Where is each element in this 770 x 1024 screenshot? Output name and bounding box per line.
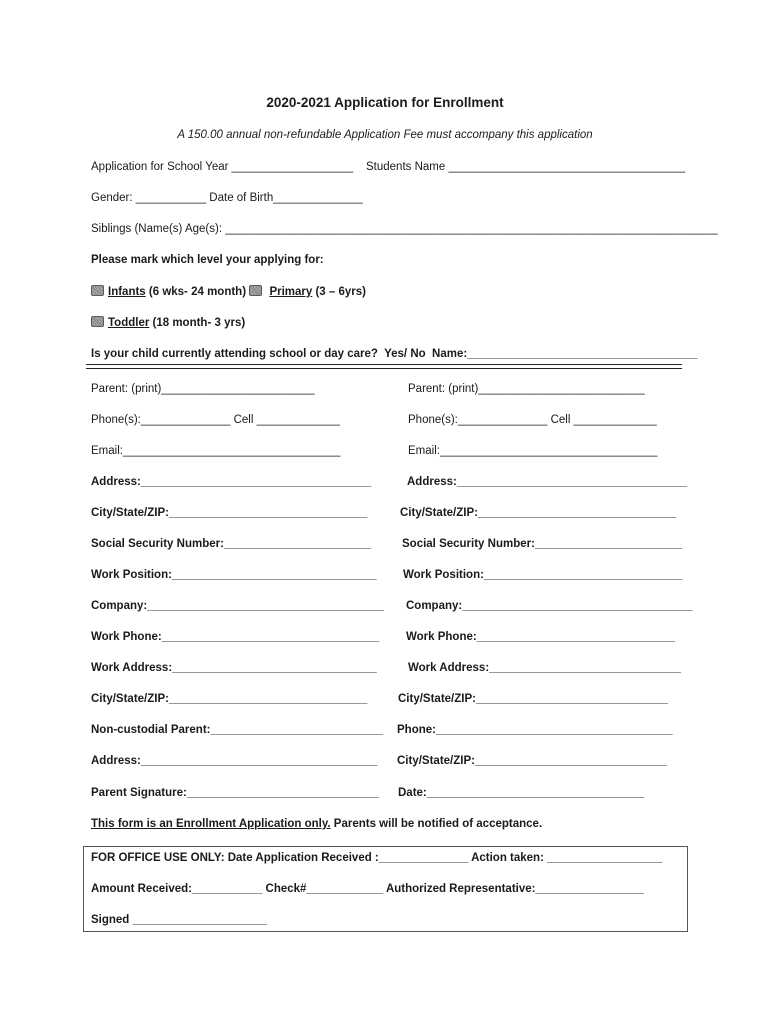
school-year-field[interactable]: Application for School Year ___________________ bbox=[91, 161, 354, 173]
fee-note: A 150.00 annual non-refundable Application Fee must accompany this application bbox=[177, 129, 593, 141]
left-company-field[interactable]: Company:_____________________________________ bbox=[91, 600, 384, 612]
left-work-position-field[interactable]: Work Position:________________________________ bbox=[91, 569, 377, 581]
left-work-phone-field[interactable]: Work Phone:__________________________________ bbox=[91, 631, 380, 643]
noncustodial-phone-field[interactable]: Phone:_____________________________________ bbox=[397, 724, 673, 736]
right-email-field[interactable]: Email:__________________________________ bbox=[408, 445, 658, 457]
section-divider bbox=[86, 364, 682, 369]
notice-rest: Parents will be notified of acceptance. bbox=[330, 818, 543, 830]
left-city-field[interactable]: City/State/ZIP:_______________________________ bbox=[91, 507, 368, 519]
left-work-address-field[interactable]: Work Address:________________________________ bbox=[91, 662, 377, 674]
toddler-checkbox[interactable] bbox=[91, 316, 104, 327]
students-name-field[interactable]: Students Name _____________________________________ bbox=[366, 161, 686, 173]
noncustodial-parent-field[interactable]: Non-custodial Parent:___________________________ bbox=[91, 724, 384, 736]
right-work-position-field[interactable]: Work Position:_______________________________ bbox=[403, 569, 683, 581]
left-ssn-field[interactable]: Social Security Number:_______________________ bbox=[91, 538, 372, 550]
date-field[interactable]: Date:__________________________________ bbox=[398, 787, 645, 799]
noncustodial-address-field[interactable]: Address:_____________________________________ bbox=[91, 755, 378, 767]
office-line-amount[interactable]: Amount Received:___________ Check#____________ Authorized Representative:_________________ bbox=[91, 883, 645, 895]
left-parent-field[interactable]: Parent: (print)________________________ bbox=[91, 383, 315, 395]
office-line-signed[interactable]: Signed _____________________ bbox=[91, 914, 267, 926]
siblings-field[interactable]: Siblings (Name(s) Age(s): _____________________________________________________________________________ bbox=[91, 223, 718, 235]
right-work-city-field[interactable]: City/State/ZIP:______________________________ bbox=[398, 693, 668, 705]
left-email-field[interactable]: Email:__________________________________ bbox=[91, 445, 341, 457]
level-row-toddler bbox=[91, 316, 245, 330]
infants-checkbox[interactable] bbox=[91, 285, 104, 296]
left-work-city-field[interactable]: City/State/ZIP:_______________________________ bbox=[91, 693, 368, 705]
left-phone-field[interactable]: Phone(s):______________ Cell _____________ bbox=[91, 414, 340, 426]
enrollment-notice bbox=[91, 817, 542, 831]
parent-signature-field[interactable]: Parent Signature:______________________________ bbox=[91, 787, 379, 799]
right-work-phone-field[interactable]: Work Phone:_______________________________ bbox=[406, 631, 675, 643]
infants-range: (6 wks- 24 month) bbox=[145, 286, 247, 298]
primary-label: Primary bbox=[269, 286, 313, 298]
form-title: 2020-2021 Application for Enrollment bbox=[266, 95, 504, 110]
gender-dob-field[interactable]: Gender: ___________ Date of Birth______________ bbox=[91, 192, 363, 204]
primary-checkbox[interactable] bbox=[249, 285, 262, 296]
right-work-address-field[interactable]: Work Address:______________________________ bbox=[408, 662, 682, 674]
office-use-box bbox=[83, 846, 688, 932]
right-address-field[interactable]: Address:____________________________________ bbox=[407, 476, 688, 488]
level-row-infants-primary bbox=[91, 285, 366, 299]
toddler-label: Toddler bbox=[108, 317, 150, 329]
right-ssn-field[interactable]: Social Security Number:_______________________ bbox=[402, 538, 683, 550]
toddler-range: (18 month- 3 yrs) bbox=[149, 317, 246, 329]
level-prompt: Please mark which level your applying for: bbox=[91, 254, 324, 266]
notice-underlined: This form is an Enrollment Application only. bbox=[91, 818, 331, 830]
right-city-field[interactable]: City/State/ZIP:_______________________________ bbox=[400, 507, 677, 519]
left-address-field[interactable]: Address:____________________________________ bbox=[91, 476, 372, 488]
office-line-received[interactable]: FOR OFFICE USE ONLY: Date Application Received :______________ Action taken: __________________ bbox=[91, 852, 663, 864]
infants-label: Infants bbox=[108, 286, 146, 298]
noncustodial-city-field[interactable]: City/State/ZIP:______________________________ bbox=[397, 755, 667, 767]
attending-field[interactable]: Is your child currently attending school or day care? Yes/ No Name:____________________________________ bbox=[91, 348, 698, 360]
right-phone-field[interactable]: Phone(s):______________ Cell _____________ bbox=[408, 414, 657, 426]
primary-range: (3 – 6yrs) bbox=[312, 286, 366, 298]
right-company-field[interactable]: Company:____________________________________ bbox=[406, 600, 693, 612]
right-parent-field[interactable]: Parent: (print)__________________________ bbox=[408, 383, 645, 395]
